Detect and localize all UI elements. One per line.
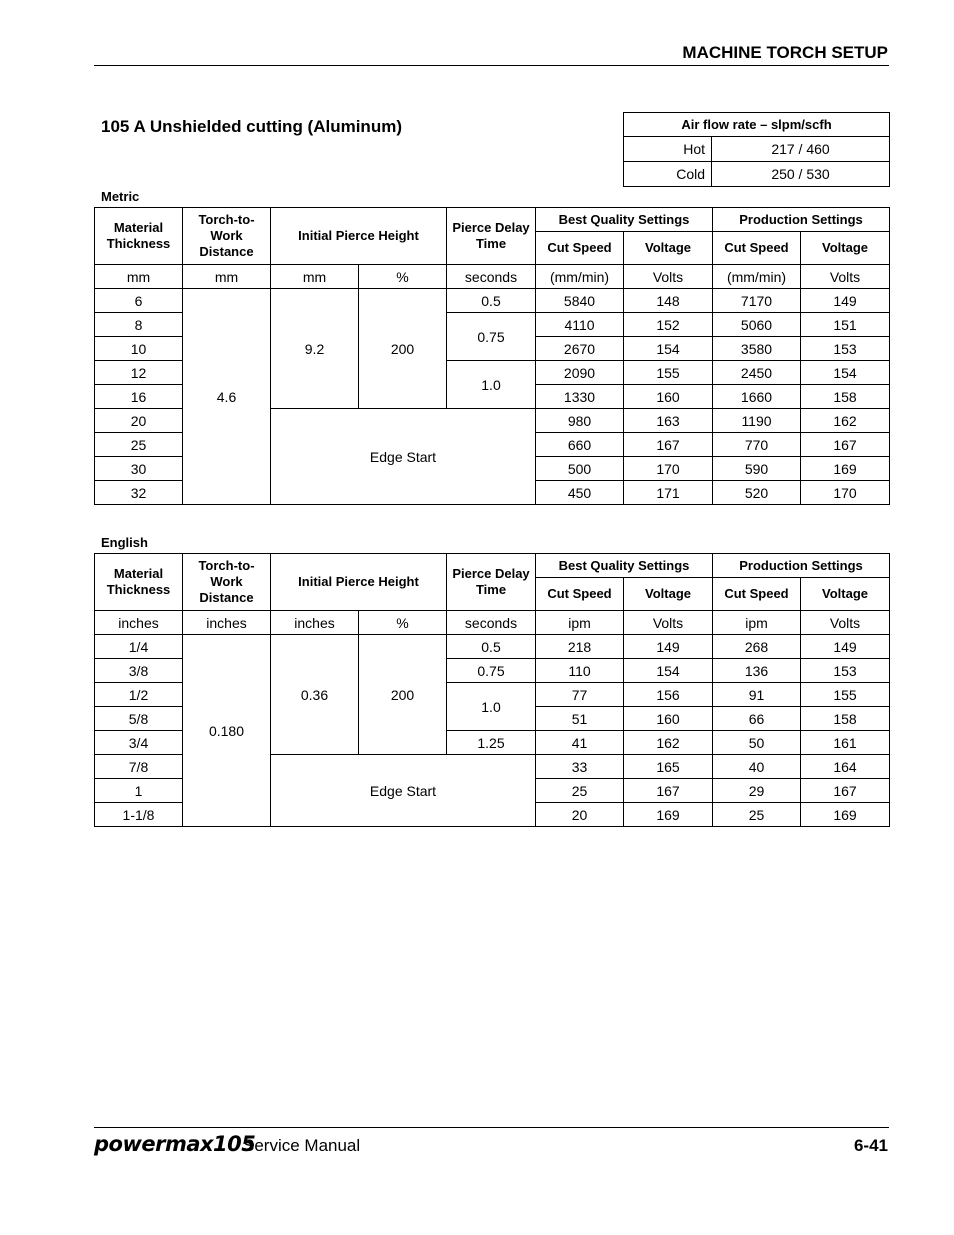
prod-voltage-cell: 158: [801, 385, 890, 409]
prod-voltage-cell: 158: [801, 707, 890, 731]
prod-voltage-cell: 161: [801, 731, 890, 755]
thickness-cell: 3/8: [95, 659, 183, 683]
header-best-quality: Best Quality Settings: [536, 208, 713, 232]
unit-cell: Volts: [801, 611, 890, 635]
best-voltage-cell: 148: [624, 289, 713, 313]
pierce-delay-cell: 1.0: [447, 683, 536, 731]
unit-cell: inches: [183, 611, 271, 635]
best-voltage-cell: 171: [624, 481, 713, 505]
thickness-cell: 3/4: [95, 731, 183, 755]
prod-voltage-cell: 153: [801, 659, 890, 683]
header-torch: Torch-to-Work Distance: [183, 208, 271, 265]
pierce-delay-cell: 0.75: [447, 659, 536, 683]
prod-voltage-cell: 162: [801, 409, 890, 433]
prod-speed-cell: 5060: [713, 313, 801, 337]
unit-cell: ipm: [536, 611, 624, 635]
prod-speed-cell: 136: [713, 659, 801, 683]
best-voltage-cell: 165: [624, 755, 713, 779]
best-speed-cell: 20: [536, 803, 624, 827]
units-row: [95, 265, 890, 289]
metric-label: Metric: [101, 189, 140, 204]
best-voltage-cell: 167: [624, 433, 713, 457]
prod-voltage-cell: 155: [801, 683, 890, 707]
prod-voltage-cell: 170: [801, 481, 890, 505]
pierce-delay-cell: 0.5: [447, 289, 536, 313]
header-voltage: Voltage: [624, 578, 713, 611]
thickness-cell: 10: [95, 337, 183, 361]
airflow-value: 250 / 530: [712, 162, 890, 187]
prod-speed-cell: 25: [713, 803, 801, 827]
prod-voltage-cell: 167: [801, 779, 890, 803]
torch-distance-cell: 0.180: [183, 635, 271, 827]
unit-cell: seconds: [447, 611, 536, 635]
unit-cell: (mm/min): [536, 265, 624, 289]
unit-cell: (mm/min): [713, 265, 801, 289]
best-speed-cell: 33: [536, 755, 624, 779]
thickness-cell: 20: [95, 409, 183, 433]
pierce-percent-cell: 200: [359, 635, 447, 755]
thickness-cell: 1-1/8: [95, 803, 183, 827]
section-header: MACHINE TORCH SETUP: [682, 43, 888, 62]
table-row: [624, 162, 890, 187]
thickness-cell: 12: [95, 361, 183, 385]
airflow-label: Hot: [624, 137, 712, 162]
prod-voltage-cell: 151: [801, 313, 890, 337]
header-pierce-delay: Pierce Delay Time: [447, 554, 536, 611]
best-speed-cell: 51: [536, 707, 624, 731]
page-number: 6-41: [853, 1136, 888, 1155]
best-voltage-cell: 169: [624, 803, 713, 827]
header-cut-speed: Cut Speed: [713, 232, 801, 265]
prod-speed-cell: 268: [713, 635, 801, 659]
edge-start-cell: Edge Start: [271, 755, 536, 827]
best-voltage-cell: 154: [624, 659, 713, 683]
unit-cell: ipm: [713, 611, 801, 635]
best-speed-cell: 41: [536, 731, 624, 755]
english-table: [94, 553, 890, 827]
prod-speed-cell: 520: [713, 481, 801, 505]
prod-voltage-cell: 167: [801, 433, 890, 457]
prod-speed-cell: 29: [713, 779, 801, 803]
thickness-cell: 25: [95, 433, 183, 457]
unit-cell: %: [359, 611, 447, 635]
prod-speed-cell: 590: [713, 457, 801, 481]
pierce-percent-cell: 200: [359, 289, 447, 409]
thickness-cell: 1/2: [95, 683, 183, 707]
prod-speed-cell: 66: [713, 707, 801, 731]
thickness-cell: 1/4: [95, 635, 183, 659]
header-voltage: Voltage: [624, 232, 713, 265]
header-pierce-delay: Pierce Delay Time: [447, 208, 536, 265]
thickness-cell: 5/8: [95, 707, 183, 731]
prod-speed-cell: 91: [713, 683, 801, 707]
pierce-delay-cell: 1.0: [447, 361, 536, 409]
best-speed-cell: 77: [536, 683, 624, 707]
best-voltage-cell: 154: [624, 337, 713, 361]
prod-voltage-cell: 169: [801, 803, 890, 827]
header-cut-speed: Cut Speed: [536, 578, 624, 611]
header-pierce-height: Initial Pierce Height: [271, 208, 447, 265]
header-material: Material Thickness: [95, 208, 183, 265]
header-best-quality: Best Quality Settings: [536, 554, 713, 578]
best-speed-cell: 2090: [536, 361, 624, 385]
thickness-cell: 6: [95, 289, 183, 313]
best-voltage-cell: 155: [624, 361, 713, 385]
airflow-value: 217 / 460: [712, 137, 890, 162]
best-voltage-cell: 162: [624, 731, 713, 755]
best-speed-cell: 110: [536, 659, 624, 683]
best-speed-cell: 4110: [536, 313, 624, 337]
unit-cell: Volts: [624, 611, 713, 635]
best-voltage-cell: 170: [624, 457, 713, 481]
best-speed-cell: 218: [536, 635, 624, 659]
airflow-header: Air flow rate – slpm/scfh: [624, 113, 890, 137]
prod-speed-cell: 3580: [713, 337, 801, 361]
header-torch: Torch-to-Work Distance: [183, 554, 271, 611]
unit-cell: mm: [183, 265, 271, 289]
header-cut-speed: Cut Speed: [536, 232, 624, 265]
pierce-delay-cell: 0.5: [447, 635, 536, 659]
airflow-table: [623, 112, 890, 187]
best-speed-cell: 5840: [536, 289, 624, 313]
english-label: English: [101, 535, 148, 550]
unit-cell: mm: [271, 265, 359, 289]
header-pierce-height: Initial Pierce Height: [271, 554, 447, 611]
prod-speed-cell: 50: [713, 731, 801, 755]
edge-start-cell: Edge Start: [271, 409, 536, 505]
header-cut-speed: Cut Speed: [713, 578, 801, 611]
best-speed-cell: 1330: [536, 385, 624, 409]
thickness-cell: 32: [95, 481, 183, 505]
table-row: [95, 635, 890, 659]
best-voltage-cell: 149: [624, 635, 713, 659]
table-row: [95, 289, 890, 313]
thickness-cell: 7/8: [95, 755, 183, 779]
prod-voltage-cell: 164: [801, 755, 890, 779]
manual-title: Service Manual: [243, 1136, 361, 1155]
thickness-cell: 30: [95, 457, 183, 481]
prod-voltage-cell: 154: [801, 361, 890, 385]
header-voltage: Voltage: [801, 232, 890, 265]
unit-cell: inches: [95, 611, 183, 635]
pierce-height-cell: 0.36: [271, 635, 359, 755]
best-voltage-cell: 160: [624, 707, 713, 731]
metric-table: [94, 207, 890, 505]
best-speed-cell: 450: [536, 481, 624, 505]
unit-cell: seconds: [447, 265, 536, 289]
best-voltage-cell: 160: [624, 385, 713, 409]
prod-speed-cell: 7170: [713, 289, 801, 313]
pierce-height-cell: 9.2: [271, 289, 359, 409]
header-rule: [94, 65, 889, 66]
best-voltage-cell: 152: [624, 313, 713, 337]
prod-speed-cell: 1660: [713, 385, 801, 409]
best-voltage-cell: 156: [624, 683, 713, 707]
header-production: Production Settings: [713, 554, 890, 578]
torch-distance-cell: 4.6: [183, 289, 271, 505]
best-voltage-cell: 167: [624, 779, 713, 803]
header-material: Material Thickness: [95, 554, 183, 611]
prod-voltage-cell: 149: [801, 289, 890, 313]
best-speed-cell: 660: [536, 433, 624, 457]
best-speed-cell: 980: [536, 409, 624, 433]
header-voltage: Voltage: [801, 578, 890, 611]
prod-speed-cell: 2450: [713, 361, 801, 385]
prod-speed-cell: 770: [713, 433, 801, 457]
thickness-cell: 8: [95, 313, 183, 337]
prod-voltage-cell: 153: [801, 337, 890, 361]
unit-cell: inches: [271, 611, 359, 635]
unit-cell: Volts: [624, 265, 713, 289]
prod-voltage-cell: 169: [801, 457, 890, 481]
unit-cell: %: [359, 265, 447, 289]
unit-cell: mm: [95, 265, 183, 289]
prod-speed-cell: 40: [713, 755, 801, 779]
footer-rule: [94, 1127, 889, 1128]
best-speed-cell: 2670: [536, 337, 624, 361]
units-row: [95, 611, 890, 635]
header-production: Production Settings: [713, 208, 890, 232]
thickness-cell: 1: [95, 779, 183, 803]
pierce-delay-cell: 0.75: [447, 313, 536, 361]
table-row: [624, 137, 890, 162]
airflow-label: Cold: [624, 162, 712, 187]
best-speed-cell: 500: [536, 457, 624, 481]
prod-voltage-cell: 149: [801, 635, 890, 659]
brand-logo: powermax105: [94, 1132, 256, 1156]
prod-speed-cell: 1190: [713, 409, 801, 433]
pierce-delay-cell: 1.25: [447, 731, 536, 755]
unit-cell: Volts: [801, 265, 890, 289]
best-voltage-cell: 163: [624, 409, 713, 433]
page-title: 105 A Unshielded cutting (Aluminum): [101, 117, 402, 136]
best-speed-cell: 25: [536, 779, 624, 803]
thickness-cell: 16: [95, 385, 183, 409]
